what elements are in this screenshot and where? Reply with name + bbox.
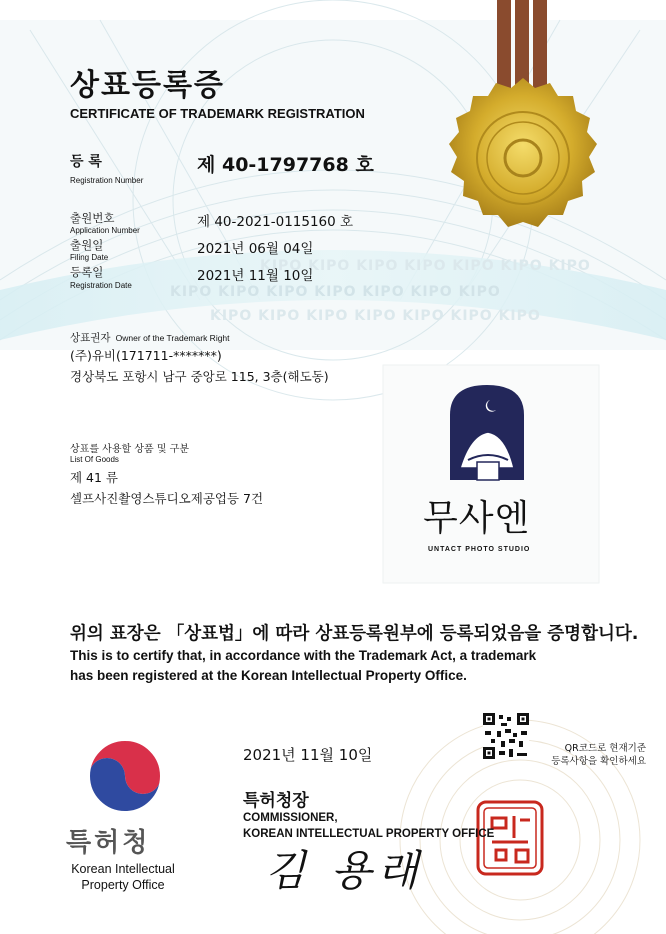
- watermark-row: KIPO KIPO KIPO KIPO KIPO KIPO KIPO: [210, 308, 541, 324]
- application-label: 출원번호: [70, 211, 115, 225]
- owner-label-row: [70, 326, 230, 345]
- commissioner-title-ko: 특허청장: [243, 791, 309, 811]
- goods-items: 셀프사진촬영스튜디오제공업등 7건: [70, 491, 264, 506]
- registration-date: 2021년 11월 10일: [197, 268, 314, 284]
- registration-date-label: 등록일: [70, 265, 104, 279]
- kipo-name-ko: 특허청: [66, 828, 151, 858]
- certify-statement-en-line2: has been registered at the Korean Intellectual Property Office.: [70, 668, 467, 683]
- kipo-name-en-line2: Property Office: [81, 878, 165, 892]
- issue-date: 2021년 11월 10일: [243, 746, 373, 764]
- filing-date-label-en: Filing Date: [70, 253, 109, 262]
- registration-number: 제 40-1797768 호: [197, 154, 374, 176]
- gold-seal-icon: [450, 79, 596, 229]
- owner-name: (주)유비(171711-*******): [70, 348, 222, 363]
- filing-date: 2021년 06월 04일: [197, 241, 314, 257]
- goods-label: 상표를 사용할 상품 및 구분: [70, 444, 189, 455]
- qr-caption-line2: 등록사항을 확인하세요: [551, 756, 646, 767]
- certify-statement-ko: 위의 표장은 「상표법」에 따라 상표등록원부에 등록되었음을 증명합니다.: [70, 624, 639, 644]
- filing-date-label: 출원일: [70, 238, 104, 252]
- registration-label-en: Registration Number: [70, 176, 144, 185]
- application-number: 제 40-2021-0115160 호: [197, 214, 354, 230]
- kipo-name-en-line1: Korean Intellectual: [71, 862, 175, 876]
- trademark-logo-subtitle: UNTACT PHOTO STUDIO: [428, 546, 531, 553]
- commissioner-title-en-line1: COMMISSIONER,: [243, 812, 338, 824]
- goods-class: 제 41 류: [70, 470, 119, 485]
- registration-label: 등 록: [70, 154, 102, 170]
- registration-date-label-en: Registration Date: [70, 281, 132, 290]
- application-label-en: Application Number: [70, 226, 140, 235]
- page-subtitle: CERTIFICATE OF TRADEMARK REGISTRATION: [70, 106, 365, 121]
- qr-caption-line1: QR코드로 현재기준: [564, 743, 646, 754]
- page-title: 상표등록증: [70, 68, 225, 103]
- commissioner-title-en-line2: KOREAN INTELLECTUAL PROPERTY OFFICE: [243, 828, 495, 840]
- owner-label: 상표권자: [70, 332, 111, 344]
- owner-address: 경상북도 포항시 남구 중앙로 115, 3층(해도동): [70, 369, 329, 384]
- trademark-logo-name: 무사엔: [423, 498, 531, 539]
- watermark-row: KIPO KIPO KIPO KIPO KIPO KIPO KIPO: [260, 258, 591, 274]
- owner-label-en: Owner of the Trademark Right: [115, 333, 230, 343]
- seal-stamp-icon: [478, 802, 542, 874]
- watermark-row: KIPO KIPO KIPO KIPO KIPO KIPO KIPO: [170, 284, 501, 300]
- goods-label-en: List Of Goods: [70, 455, 119, 464]
- commissioner-signature: 김 용래: [265, 846, 425, 895]
- qr-code-icon: [483, 713, 529, 759]
- certify-statement-en-line1: This is to certify that, in accordance with the Trademark Act, a trademark: [70, 648, 537, 663]
- kipo-emblem-icon: [89, 740, 161, 812]
